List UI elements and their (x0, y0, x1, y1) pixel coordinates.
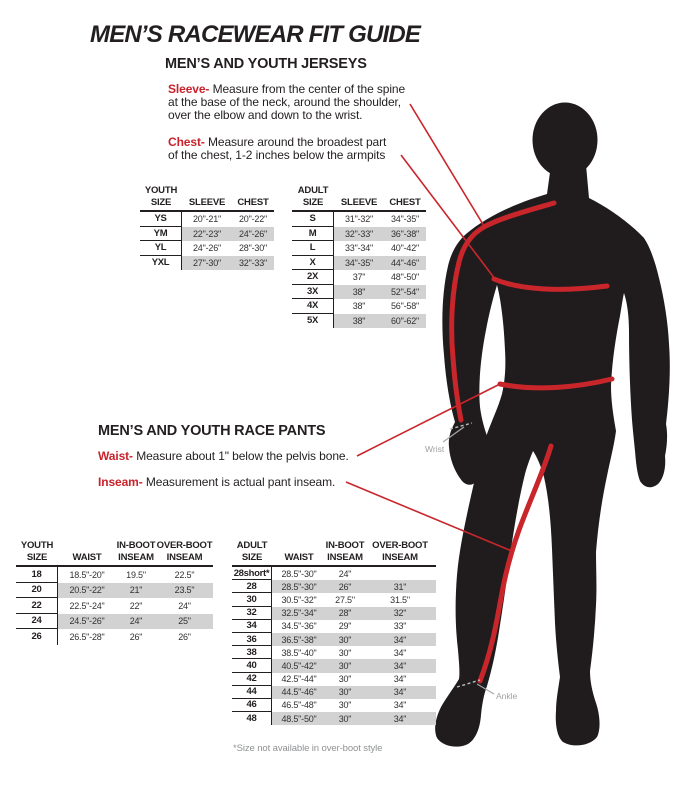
table-row (16, 614, 213, 630)
data-cells (57, 629, 213, 645)
value-cell: 34" (393, 660, 407, 671)
value-cell (364, 567, 436, 580)
value-cell: 44"-46" (390, 257, 419, 268)
value-cell: 22"-23" (192, 228, 221, 239)
column-header: INSEAM (327, 552, 363, 563)
value-cell: 24" (178, 600, 191, 611)
value-cell: 34" (393, 634, 407, 645)
chest-line-2: of the chest, 1-2 inches below the armpits (168, 148, 386, 162)
value-cell: 24.5"-26" (69, 616, 105, 627)
table-row (232, 567, 436, 580)
jerseys-section-heading: MEN’S AND YOUTH JERSEYS (165, 56, 367, 72)
value-cell: 30" (338, 687, 352, 698)
value-cell: 22" (129, 600, 143, 611)
data-cells (57, 583, 213, 599)
size-cell: 5X (306, 315, 319, 327)
value-cell: 32"-33" (344, 228, 373, 239)
data-cells (271, 567, 436, 580)
value-cell: 19.5" (126, 569, 146, 580)
table-row (140, 212, 274, 227)
data-cells (333, 227, 426, 242)
column-header: SIZE (302, 197, 324, 208)
page-title: MEN’S RACEWEAR FIT GUIDE (90, 21, 421, 48)
table-row (140, 256, 274, 271)
youth-pants-table (16, 538, 213, 645)
table-row (16, 567, 213, 583)
table-group-label: ADULT (236, 540, 268, 551)
size-cell: 28short* (233, 567, 270, 579)
data-cells (271, 646, 436, 659)
data-cells (333, 299, 426, 314)
value-cell: 30" (338, 647, 352, 658)
inseam-instruction (98, 476, 335, 489)
size-cell: X (292, 256, 333, 271)
value-cell: 38" (352, 315, 366, 326)
value-cell: 30" (338, 700, 352, 711)
data-cells (181, 241, 274, 256)
value-cell: 32.5"-34" (281, 608, 317, 619)
table-header-row (140, 196, 274, 208)
table-row (16, 583, 213, 599)
table-row (292, 285, 426, 300)
data-cells (333, 285, 426, 300)
size-cell: 20 (16, 583, 57, 599)
size-cell: 4X (292, 299, 333, 314)
table-group-label: ADULT (297, 185, 329, 196)
size-cell: 26 (31, 631, 42, 643)
data-cells (333, 212, 426, 227)
sleeve-term: Sleeve- (168, 82, 210, 96)
value-cell: 26" (129, 631, 143, 642)
table-row (292, 299, 426, 314)
data-cells (271, 712, 436, 725)
column-header: SLEEVE (188, 197, 226, 208)
sleeve-line-2: at the base of the neck, around the shoulder, (168, 95, 402, 109)
adult-pants-table (232, 538, 436, 725)
size-cell: 40 (232, 659, 271, 672)
value-cell: 44.5"-46" (281, 687, 317, 698)
value-cell: 28.5"-30" (281, 568, 317, 579)
value-cell: 31" (393, 581, 407, 592)
table-row (140, 227, 274, 242)
table-header-row (16, 538, 213, 551)
data-cells (181, 227, 274, 242)
column-header: INSEAM (118, 552, 154, 563)
value-cell: 30.5"-32" (281, 594, 317, 605)
value-cell: 38" (352, 286, 366, 297)
chest-instruction (168, 136, 386, 162)
value-cell: 32"-33" (238, 257, 267, 268)
column-header: SIZE (150, 197, 172, 208)
column-header: SLEEVE (340, 197, 378, 208)
data-cells (333, 256, 426, 271)
data-cells (271, 659, 436, 672)
table-row (292, 314, 426, 329)
pants-footnote: *Size not available in over-boot style (233, 743, 383, 754)
figure-body (435, 165, 670, 747)
value-cell: 27"-30" (192, 257, 221, 268)
table-row (292, 256, 426, 271)
value-cell: 20"-22" (238, 214, 267, 225)
table-row (16, 629, 213, 645)
value-cell: 20"-21" (192, 214, 221, 225)
value-cell: 33"-34" (344, 243, 373, 254)
size-cell: M (292, 227, 333, 242)
value-cell: 34.5"-36" (281, 621, 317, 632)
value-cell: 32" (393, 608, 407, 619)
value-cell: 31.5" (390, 594, 410, 605)
table-row (232, 607, 436, 620)
value-cell: 24"-26" (192, 243, 221, 254)
table-row (16, 598, 213, 614)
value-cell: 23.5" (174, 585, 195, 596)
size-cell: L (292, 241, 333, 256)
table-row (232, 659, 436, 672)
data-cells (181, 212, 274, 227)
value-cell: 30" (338, 660, 352, 671)
size-cell: 30 (232, 593, 271, 606)
sleeve-line-3: over the elbow and down to the wrist. (168, 108, 363, 122)
size-cell: 46 (232, 699, 271, 712)
value-cell: 34"-35" (390, 214, 419, 225)
value-cell: 24"-26" (238, 228, 267, 239)
value-cell: 22.5"-24" (69, 600, 105, 611)
table-row (232, 633, 436, 646)
table-row (292, 212, 426, 227)
table-row (232, 673, 436, 686)
table-header-row (292, 183, 426, 196)
value-cell: 34" (393, 647, 407, 658)
size-cell: YM (140, 227, 181, 242)
value-cell: 34"-35" (344, 257, 373, 268)
table-row (232, 593, 436, 606)
value-cell: 31"-32" (344, 214, 373, 225)
size-cell: 36 (232, 633, 271, 646)
value-cell: 34" (393, 674, 407, 685)
value-cell: 30" (338, 674, 352, 685)
data-cells (57, 567, 213, 583)
table-row (232, 620, 436, 633)
value-cell: 28.5"-30" (281, 581, 317, 592)
size-cell: S (292, 212, 333, 227)
table-group-label: YOUTH (20, 540, 54, 551)
size-cell: 34 (232, 620, 271, 633)
data-cells (271, 580, 436, 593)
value-cell: 46.5"-48" (281, 700, 317, 711)
value-cell: 34" (393, 700, 407, 711)
value-cell: 26.5"-28" (69, 631, 105, 642)
table-row (232, 646, 436, 659)
value-cell: 42.5"-44" (281, 674, 317, 685)
table-header-row (232, 538, 436, 551)
value-cell: 40.5"-42" (281, 660, 317, 671)
table-row (232, 580, 436, 593)
column-header: OVER-BOOT (156, 540, 213, 551)
value-cell: 56"-58" (390, 301, 419, 312)
wrist-label: Wrist (425, 444, 445, 454)
table-header-row (16, 551, 213, 563)
value-cell: 22.5" (174, 569, 195, 580)
value-cell: 48"-50" (390, 272, 419, 283)
column-header: WAIST (284, 552, 314, 563)
size-cell: YL (140, 241, 181, 256)
chest-line-1: Measure around the broadest part (204, 135, 387, 149)
size-cell: 42 (232, 673, 271, 686)
table-row (140, 241, 274, 256)
data-cells (333, 270, 426, 285)
value-cell: 27.5" (335, 594, 355, 605)
value-cell: 48.5"-50" (281, 713, 317, 724)
data-cells (333, 314, 426, 329)
size-cell: YS (140, 212, 181, 227)
waist-instruction (98, 450, 349, 463)
size-cell: 24 (16, 614, 57, 630)
value-cell: 52"-54" (390, 286, 419, 297)
value-cell: 38" (352, 301, 366, 312)
youth-jerseys-table (140, 183, 274, 270)
size-cell: 38 (232, 646, 271, 659)
inseam-term: Inseam- (98, 475, 143, 489)
size-cell: 22 (16, 598, 57, 614)
table-row (292, 270, 426, 285)
sleeve-instruction (168, 83, 405, 122)
data-cells (271, 607, 436, 620)
column-header: SIZE (26, 552, 48, 563)
column-header: IN-BOOT (116, 540, 156, 551)
data-cells (57, 614, 213, 630)
data-cells (271, 593, 436, 606)
table-row (232, 712, 436, 725)
column-header: SIZE (241, 552, 263, 563)
value-cell: 38.5"-40" (281, 647, 317, 658)
column-header: INSEAM (166, 552, 203, 563)
value-cell: 28" (338, 608, 352, 619)
chest-term: Chest- (168, 135, 205, 149)
table-group-label: YOUTH (144, 185, 178, 196)
size-cell: 2X (292, 270, 333, 285)
size-cell: 44 (232, 686, 271, 699)
table-header-row (140, 183, 274, 196)
size-cell: 48 (246, 713, 257, 725)
value-cell: 34" (393, 687, 407, 698)
value-cell: 18.5"-20" (69, 569, 105, 580)
value-cell: 40"-42" (390, 243, 419, 254)
value-cell: 28"-30" (238, 243, 267, 254)
data-cells (57, 598, 213, 614)
table-header-row (292, 196, 426, 208)
size-cell: YXL (151, 257, 170, 269)
column-header: OVER-BOOT (372, 540, 428, 551)
waist-term: Waist- (98, 449, 133, 463)
value-cell: 26" (338, 581, 352, 592)
inseam-text: Measurement is actual pant inseam. (142, 475, 336, 489)
data-cells (333, 241, 426, 256)
table-row (292, 241, 426, 256)
value-cell: 21" (129, 585, 143, 596)
adult-jerseys-table (292, 183, 426, 328)
value-cell: 33" (393, 621, 407, 632)
sleeve-line-1: Measure from the center of the spine (209, 82, 406, 96)
value-cell: 36"-38" (390, 228, 419, 239)
value-cell: 20.5"-22" (69, 585, 105, 596)
data-cells (271, 699, 436, 712)
value-cell: 24" (129, 616, 143, 627)
value-cell: 60"-62" (390, 315, 419, 326)
value-cell: 26" (178, 631, 191, 642)
size-cell: 32 (232, 607, 271, 620)
table-header-row (232, 551, 436, 563)
waist-text: Measure about 1" below the pelvis bone. (132, 449, 349, 463)
data-cells (271, 673, 436, 686)
data-cells (271, 686, 436, 699)
value-cell: 30" (338, 713, 352, 724)
value-cell: 36.5"-38" (281, 634, 317, 645)
table-row (292, 227, 426, 242)
column-header: CHEST (237, 197, 269, 208)
table-row (232, 686, 436, 699)
data-cells (181, 256, 274, 271)
value-cell: 34" (393, 713, 407, 724)
ankle-label: Ankle (496, 691, 518, 701)
column-header: IN-BOOT (325, 540, 365, 551)
size-cell: 3X (292, 285, 333, 300)
value-cell: 30" (338, 634, 352, 645)
value-cell: 37" (352, 272, 366, 283)
column-header: INSEAM (382, 552, 418, 563)
column-header: CHEST (389, 197, 421, 208)
pants-section-heading: MEN’S AND YOUTH RACE PANTS (98, 423, 326, 439)
value-cell: 24" (338, 568, 352, 579)
column-header: WAIST (72, 552, 102, 563)
size-cell: 28 (232, 580, 271, 593)
value-cell: 25" (178, 616, 191, 627)
size-cell: 18 (16, 567, 57, 583)
value-cell: 29" (338, 621, 352, 632)
data-cells (271, 620, 436, 633)
data-cells (271, 633, 436, 646)
table-row (232, 699, 436, 712)
